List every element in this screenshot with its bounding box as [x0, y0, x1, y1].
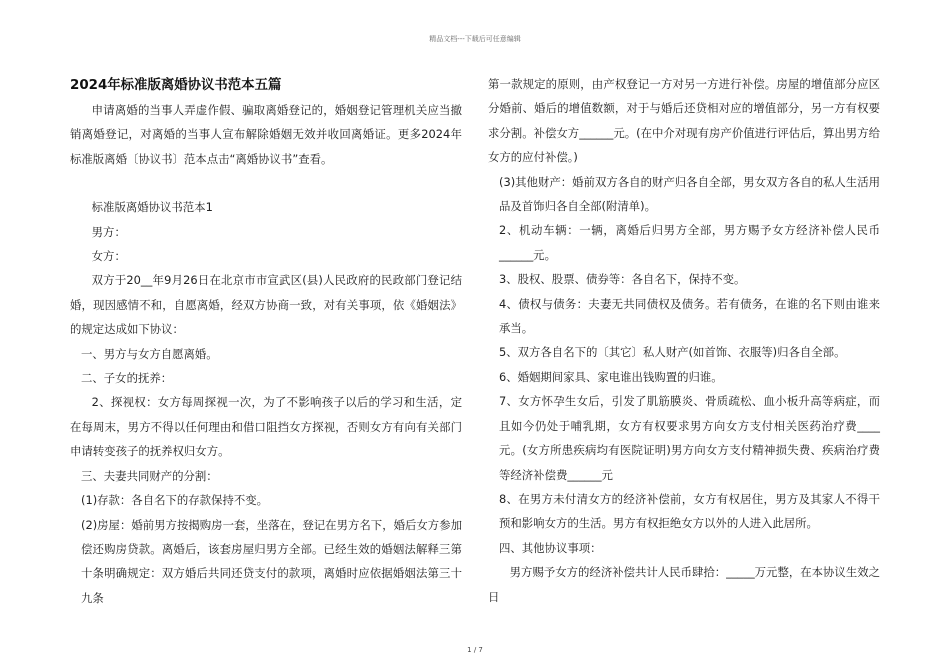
section-heading: 标准版离婚协议书范本1	[91, 200, 213, 215]
paragraph: 4、债权与债务：夫妻无共同债权及债务。若有债务，在谁的名下则由谁来承当。	[499, 296, 880, 336]
paragraph: 5、双方各自名下的〔其它〕私人财产(如首饰、衣服等)归各自全部。	[499, 345, 846, 360]
document-title: 2024年标准版离婚协议书范本五篇	[70, 78, 282, 93]
paragraph: (3)其他财产：婚前双方各自的财产归各自全部，男女双方各自的私人生活用品及首饰归各自全部(附清单)。	[499, 174, 880, 214]
paragraph: 四、其他协议事项：	[499, 540, 602, 555]
paragraph: 3、股权、股票、债券等：各自名下，保持不变。	[499, 272, 746, 287]
paragraph: 2、机动车辆：一辆，离婚后归男方全部，男方赐予女方经济补偿人民币______元。	[499, 223, 880, 262]
paragraph: 二、子女的抚养：	[81, 371, 173, 386]
paragraph: 8、在男方未付清女方的经济补偿前，女方有权居住，男方及其家人不得干预和影响女方的生活。男方有权拒绝女方以外的人进入此居所。	[499, 491, 880, 531]
blank-line	[70, 171, 462, 195]
paragraph: 申请离婚的当事人弄虚作假、骗取离婚登记的，婚姻登记管理机关应当撤销离婚登记，对离婚的当事人宣布解除婚姻无效并收回离婚证。更多2024年标准版离婚〔协议书〕范本点击“离婚协议书”查看。	[70, 103, 462, 166]
paragraph: 女方：	[91, 249, 126, 264]
paragraph: 2、探视权：女方每周探视一次，为了不影响孩子以后的学习和生活，定在每周末，男方不得以任何理由和借口阻挡女方探视，否则女方有向有关部门申请转变孩子的抚养权归女方。	[70, 395, 462, 459]
paragraph: 一、男方与女方自愿离婚。	[81, 346, 218, 361]
paragraph: 双方于20__年9月26日在北京市市宣武区(县)人民政府的民政部门登记结婚，现因感情不和，自愿离婚，经双方协商一致，对有关事项，依《婚姻法》的规定达成如下协议：	[70, 273, 462, 337]
left-column	[70, 74, 462, 610]
paragraph: 第一款规定的原则，由产权登记一方对另一方进行补偿。房屋的增值部分应区分婚前、婚后的增值数额，对于与婚后还贷相对应的增值部分，另一方有权要求分割。补偿女方______元。(在中介对现有房产价值进行评估后，算出男方给女方的应付补偿。)	[488, 77, 880, 165]
paragraph: (1)存款：各自名下的存款保持不变。	[81, 493, 268, 508]
page-header: 精品文档---下载后可任意编辑	[429, 35, 521, 43]
paragraph: 男方赐予女方的经济补偿共计人民币肆拾：_____万元整，在本协议生效之日	[488, 565, 880, 604]
page-number: 1 / 7	[467, 646, 483, 654]
paragraph: 男方：	[91, 224, 126, 239]
paragraph: 三、夫妻共同财产的分割：	[81, 468, 218, 483]
right-column	[488, 72, 880, 609]
paragraph: (2)房屋：婚前男方按揭购房一套，坐落在，登记在男方名下，婚后女方参加偿还购房贷款。离婚后，该套房屋归男方全部。已经生效的婚姻法解释三第十条明确规定：双方婚后共同还贷支付的款项，离婚时应依据婚姻法第三十九条	[81, 517, 462, 605]
paragraph: 6、婚姻期间家具、家电谁出钱购置的归谁。	[499, 369, 723, 384]
paragraph: 7、女方怀孕生女后，引发了肌筋膜炎、骨质疏松、血小板升高等病症，而且如今仍处于哺乳期，女方有权要求男方向女方支付相关医药治疗费____元。(女方所患疾病均有医院证明)男方向女方支付精神损失费、疾病治疗费等经济补偿费______元	[499, 394, 880, 482]
